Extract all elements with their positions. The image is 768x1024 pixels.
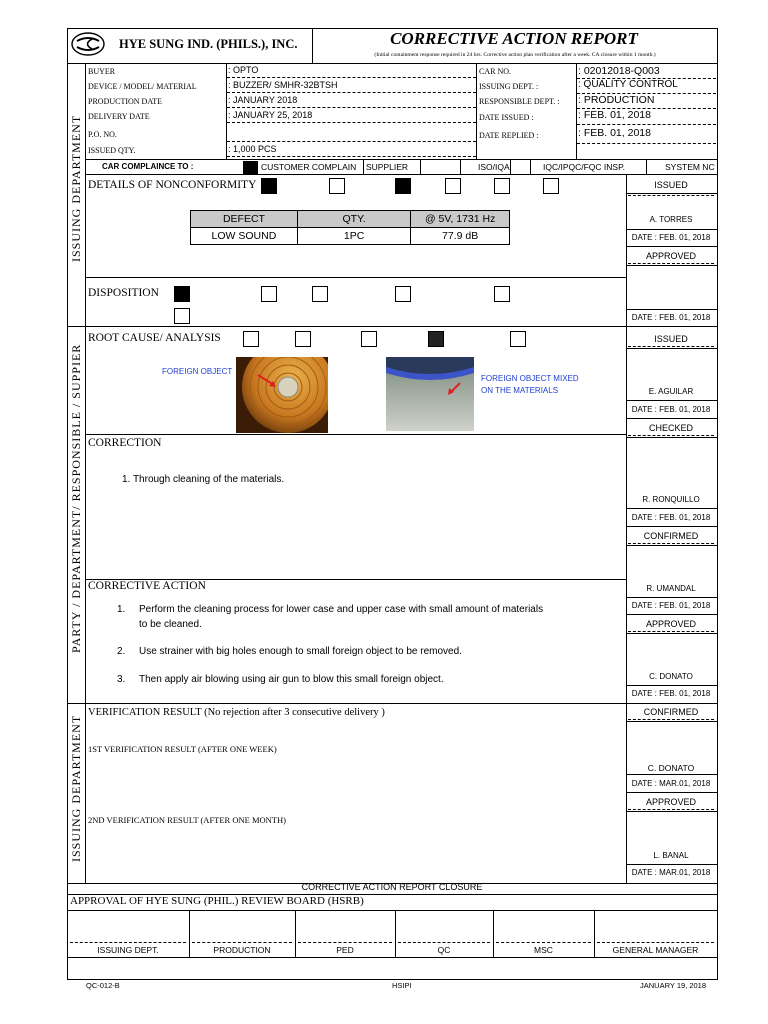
footer-form-code: QC-012-B <box>86 981 120 990</box>
responsible-dept-label: RESPONSIBLE DEPT. : <box>479 97 560 106</box>
rc-checkbox-5[interactable] <box>510 331 526 347</box>
date-replied-label: DATE REPLIED : <box>479 131 539 140</box>
disposition-checkbox-6[interactable] <box>174 308 190 324</box>
ca-item-3: Then apply air blowing using air gun to blow this small foreign object. <box>139 674 444 685</box>
sig-2-status: APPROVED <box>645 251 696 261</box>
date-replied-value: : FEB. 01, 2018 <box>578 127 651 139</box>
option-supplier: SUPPLIER <box>366 162 409 172</box>
measure-header: @ 5V, 1731 Hz <box>411 211 510 228</box>
sig-5-status: CONFIRMED <box>643 531 699 541</box>
approval-production: PRODUCTION <box>213 945 271 955</box>
rc-checkbox-4[interactable] <box>428 331 444 347</box>
nc-checkbox-5[interactable] <box>494 178 510 194</box>
disposition-checkbox-2[interactable] <box>261 286 277 302</box>
sig-8-status: APPROVED <box>645 797 696 807</box>
nc-checkbox-6[interactable] <box>543 178 559 194</box>
nc-checkbox-3[interactable] <box>395 178 411 194</box>
option-iqc-ipqc-fqc: IQC/IPQC/FQC INSP. <box>543 162 626 172</box>
sig-6-status: APPROVED <box>645 619 696 629</box>
disposition-title: DISPOSITION <box>88 287 159 299</box>
po-label: P.O. NO. <box>88 130 117 139</box>
device-label: DEVICE / MODEL/ MATERIAL <box>88 82 197 91</box>
rc-checkbox-2[interactable] <box>295 331 311 347</box>
side-label-issuing-bottom: ISSUING DEPARTMENT <box>69 714 83 862</box>
qty-header: QTY. <box>297 211 410 228</box>
foreign-object-mixed-caption-2: ON THE MATERIALS <box>481 386 559 395</box>
sig-4-status: CHECKED <box>648 423 693 433</box>
ca-item-3-number: 3. <box>117 674 126 685</box>
compliance-label: CAR COMPLAINCE TO : <box>102 162 194 171</box>
date-issued-label: DATE ISSUED : <box>479 113 534 122</box>
sig-1-name: A. TORRES <box>649 215 693 224</box>
verification-title: VERIFICATION RESULT (No rejection after 3 consecutive delivery ) <box>88 707 385 718</box>
sig-8-name: L. BANAL <box>653 851 689 860</box>
disposition-checkbox-1[interactable] <box>174 286 190 302</box>
sig-1-status: ISSUED <box>654 180 688 190</box>
qty-cell: 1PC <box>297 228 410 245</box>
nc-checkbox-1[interactable] <box>261 178 277 194</box>
measure-cell: 77.9 dB <box>411 228 510 245</box>
correction-item-1: 1. Through cleaning of the materials. <box>122 474 285 485</box>
approval-issuing-dept: ISSUING DEPT. <box>97 945 159 955</box>
buyer-value: : OPTO <box>228 65 259 75</box>
responsible-dept-value: : PRODUCTION <box>578 94 655 106</box>
side-label-party: PARTY / DEPARTMENT/ RESPONSIBLE / SUPPIER <box>69 343 83 653</box>
sig-5-name: R. UMANDAL <box>646 584 696 593</box>
report-title: CORRECTIVE ACTION REPORT <box>390 29 638 48</box>
approval-qc: QC <box>437 945 451 955</box>
ca-item-2-number: 2. <box>117 646 126 657</box>
sig-6-date: DATE : FEB. 01, 2018 <box>631 689 711 698</box>
corrective-action-title: CORRECTIVE ACTION <box>88 580 206 592</box>
sig-2-date: DATE : FEB. 01, 2018 <box>631 313 711 322</box>
production-date-label: PRODUCTION DATE <box>88 97 162 106</box>
ca-item-2: Use strainer with big holes enough to small foreign object to be removed. <box>139 646 462 657</box>
materials-photo <box>386 357 474 431</box>
defect-table <box>190 210 510 245</box>
company-name: HYE SUNG IND. (PHILS.), INC. <box>119 37 298 51</box>
company-logo <box>70 31 106 57</box>
rc-checkbox-1[interactable] <box>243 331 259 347</box>
device-value: : BUZZER/ SMHR-32BTSH <box>228 80 338 90</box>
production-date-value: : JANUARY 2018 <box>228 95 298 105</box>
defect-cell: LOW SOUND <box>191 228 298 245</box>
first-verification: 1ST VERIFICATION RESULT (AFTER ONE WEEK) <box>88 744 277 754</box>
disposition-checkbox-4[interactable] <box>395 286 411 302</box>
sig-4-name: R. RONQUILLO <box>642 495 700 504</box>
footer-date: JANUARY 19, 2018 <box>640 981 707 990</box>
approval-general-manager: GENERAL MANAGER <box>612 945 699 955</box>
closure-title: CORRECTIVE ACTION REPORT CLOSURE <box>301 882 483 892</box>
sig-7-date: DATE : MAR.01, 2018 <box>631 779 711 788</box>
nonconformity-title: DETAILS OF NONCONFORMITY <box>88 179 257 191</box>
correction-title: CORRECTION <box>88 437 162 449</box>
issued-qty-label: ISSUED QTY. <box>88 146 136 155</box>
review-board-title: APPROVAL OF HYE SUNG (PHIL.) REVIEW BOARD (HSRB) <box>70 895 364 907</box>
car-no-value: : 02012018-Q003 <box>578 65 660 77</box>
issuing-dept-value: : QUALITY CONTROL <box>578 79 678 90</box>
sig-7-status: CONFIRMED <box>643 707 699 717</box>
car-no-label: CAR NO. <box>479 67 512 76</box>
rc-checkbox-3[interactable] <box>361 331 377 347</box>
nc-checkbox-2[interactable] <box>329 178 345 194</box>
option-system-nc: SYSTEM NC <box>665 162 715 172</box>
side-label-issuing-top: ISSUING DEPARTMENT <box>69 114 83 262</box>
sig-5-date: DATE : FEB. 01, 2018 <box>631 601 711 610</box>
date-issued-value: : FEB. 01, 2018 <box>578 109 651 121</box>
sig-8-date: DATE : MAR.01, 2018 <box>631 868 711 877</box>
customer-complain-checkbox[interactable] <box>243 161 258 174</box>
second-verification: 2ND VERIFICATION RESULT (AFTER ONE MONTH) <box>88 815 286 825</box>
ca-item-1-number: 1. <box>117 604 126 615</box>
disposition-checkbox-3[interactable] <box>312 286 328 302</box>
option-iso-iqa: ISO/IQA <box>478 162 510 172</box>
report-subtitle: (Initial containment response required in 24 hrs. Corrective action plan verification after a week. CA closure within 1 month.) <box>374 52 656 58</box>
sig-1-date: DATE : FEB. 01, 2018 <box>631 233 711 242</box>
nc-checkbox-4[interactable] <box>445 178 461 194</box>
approval-msc: MSC <box>534 945 553 955</box>
issued-qty-value: : 1,000 PCS <box>228 144 277 154</box>
foreign-object-mixed-caption-1: FOREIGN OBJECT MIXED <box>481 374 579 383</box>
defect-header: DEFECT <box>191 211 298 228</box>
delivery-date-value: : JANUARY 25, 2018 <box>228 110 313 120</box>
sig-7-name: C. DONATO <box>647 763 695 773</box>
sig-4-date: DATE : FEB. 01, 2018 <box>631 513 711 522</box>
sig-3-name: E. AGUILAR <box>648 387 694 396</box>
disposition-checkbox-5[interactable] <box>494 286 510 302</box>
ca-item-1-line-2: to be cleaned. <box>139 619 202 630</box>
foreign-object-photo <box>236 357 328 433</box>
approval-ped: PED <box>336 945 354 955</box>
sig-3-status: ISSUED <box>654 334 688 344</box>
buyer-label: BUYER <box>88 67 116 76</box>
option-customer-complain: CUSTOMER COMPLAIN <box>261 162 357 172</box>
sig-6-name: C. DONATO <box>649 672 693 681</box>
issuing-dept-label: ISSUING DEPT. : <box>479 82 539 91</box>
ca-item-1-line-1: Perform the cleaning process for lower case and upper case with small amount of materials <box>139 604 544 615</box>
root-cause-title: ROOT CAUSE/ ANALYSIS <box>88 332 221 344</box>
foreign-object-caption: FOREIGN OBJECT <box>162 367 233 376</box>
delivery-date-label: DELIVERY DATE <box>88 112 150 121</box>
sig-3-date: DATE : FEB. 01, 2018 <box>631 405 711 414</box>
footer-company-code: HSIPI <box>392 981 412 990</box>
